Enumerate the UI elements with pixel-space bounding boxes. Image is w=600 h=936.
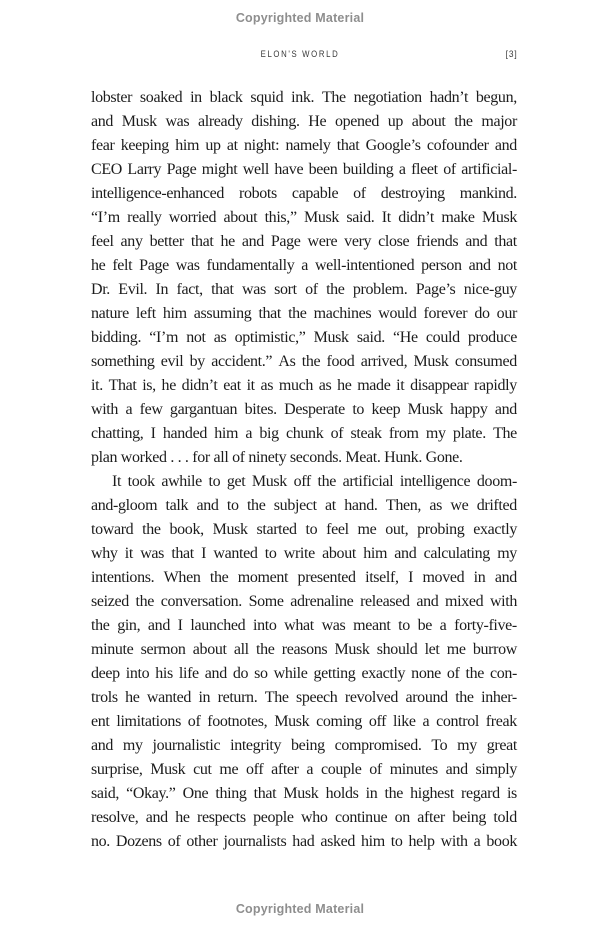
text-line: minute sermon about all the reasons Musk should let me burrow (91, 641, 517, 658)
running-header (0, 49, 600, 63)
running-title: ELON'S WORLD (260, 49, 340, 60)
paragraph (91, 86, 517, 470)
text-line: fear keeping him up at night: namely that Google’s cofounder and (91, 137, 517, 154)
text-line: feel any better that he and Page were very close friends and that (91, 233, 517, 250)
text-line: nature left him assuming that the machines would forever do our (91, 305, 517, 322)
text-line: and-gloom talk and to the subject at hand. Then, as we drifted (91, 497, 517, 514)
text-line: the gin, and I launched into what was meant to be a forty-five- (91, 617, 517, 634)
text-line: plan worked . . . for all of ninety seconds. Meat. Hunk. Gone. (91, 449, 463, 466)
text-line: CEO Larry Page might well have been building a fleet of artificial- (91, 161, 517, 178)
text-line: intentions. When the moment presented itself, I moved in and (91, 569, 517, 586)
text-line: deep into his life and do so while getting exactly none of the con- (91, 665, 517, 682)
text-line: it. That is, he didn’t eat it as much as he made it disappear rapidly (91, 377, 517, 394)
page-number: [3] (506, 49, 518, 60)
text-line: no. Dozens of other journalists had asked him to help with a book (91, 833, 517, 850)
text-line: surprise, Musk cut me off after a couple of minutes and simply (91, 761, 517, 778)
text-line: said, “Okay.” One thing that Musk holds in the highest regard is (91, 785, 517, 802)
copyright-notice-bottom: Copyrighted Material (235, 902, 365, 916)
text-line: why it was that I wanted to write about him and calculating my (91, 545, 517, 562)
text-line: intelligence-enhanced robots capable of destroying mankind. (91, 185, 517, 202)
text-line: seized the conversation. Some adrenaline released and mixed with (91, 593, 517, 610)
text-line: he felt Page was fundamentally a well-intentioned person and not (91, 257, 517, 274)
paragraph (91, 470, 517, 854)
text-line: something evil by accident.” As the food arrived, Musk consumed (91, 353, 517, 370)
text-line: lobster soaked in black squid ink. The negotiation hadn’t begun, (91, 89, 517, 106)
text-line: toward the book, Musk started to feel me out, probing exactly (91, 521, 517, 538)
text-line: with a few gargantuan bites. Desperate to keep Musk happy and (91, 401, 517, 418)
text-line: bidding. “I’m not as optimistic,” Musk said. “He could produce (91, 329, 517, 346)
text-line: Dr. Evil. In fact, that was sort of the problem. Page’s nice-guy (91, 281, 517, 298)
text-line: and my journalistic integrity being compromised. To my great (91, 737, 517, 754)
text-line: “I’m really worried about this,” Musk said. It didn’t make Musk (91, 209, 517, 226)
text-line: trols he wanted in return. The speech revolved around the inher- (91, 689, 517, 706)
text-line: ent limitations of footnotes, Musk coming off like a control freak (91, 713, 517, 730)
copyright-notice-top: Copyrighted Material (235, 11, 365, 25)
text-line: It took awhile to get Musk off the artificial intelligence doom- (112, 473, 517, 490)
text-line: chatting, I handed him a big chunk of steak from my plate. The (91, 425, 517, 442)
text-line: and Musk was already dishing. He opened up about the major (91, 113, 517, 130)
body-text (91, 86, 517, 854)
text-line: resolve, and he respects people who continue on after being told (91, 809, 517, 826)
